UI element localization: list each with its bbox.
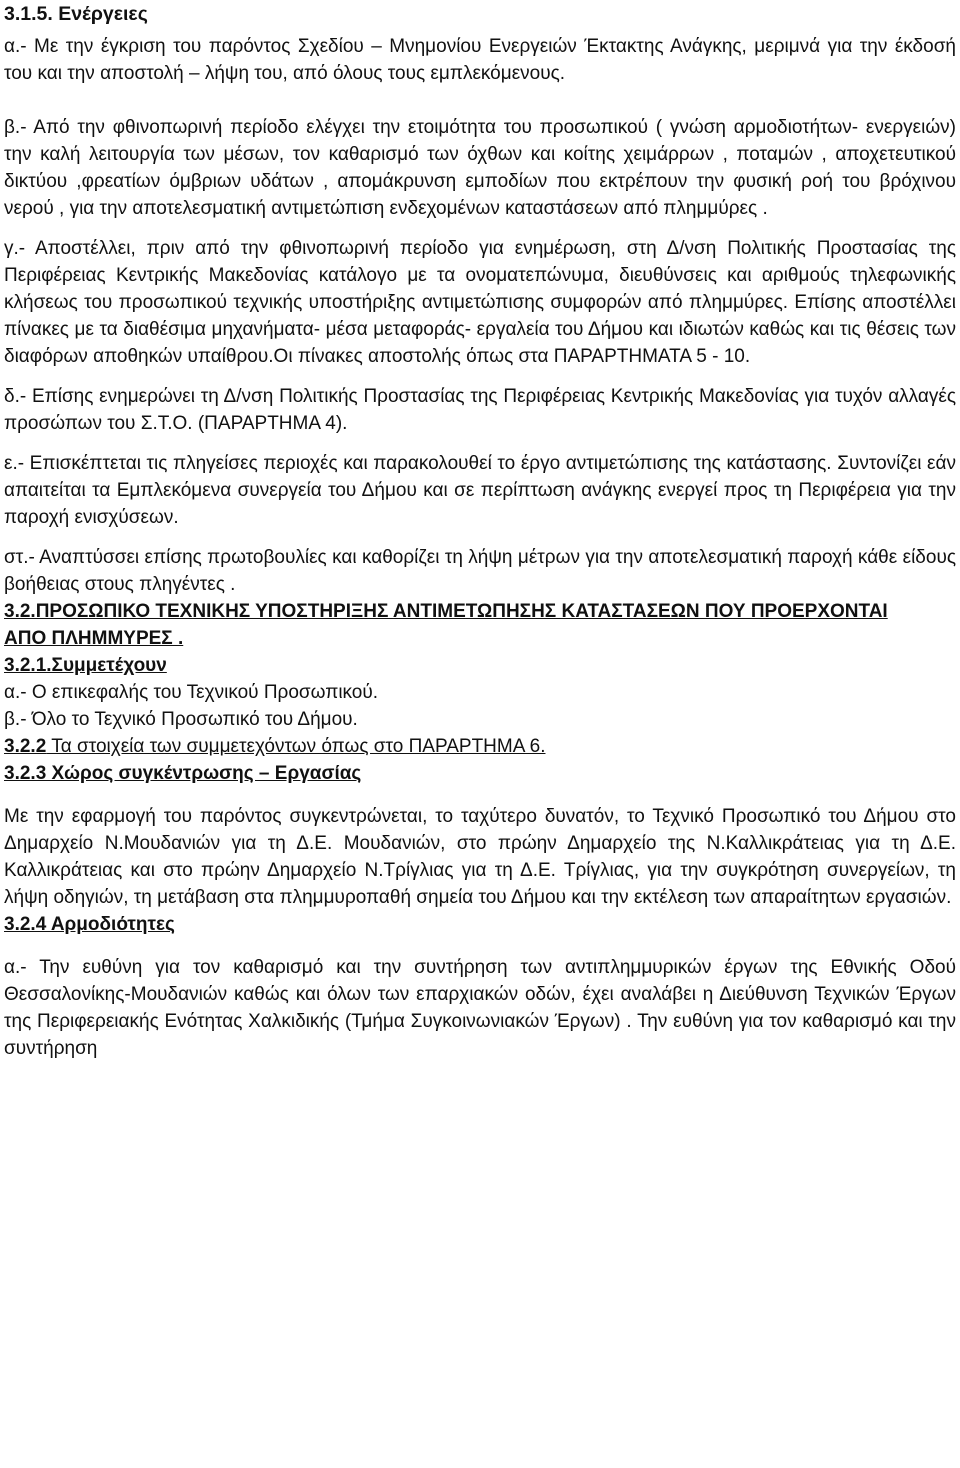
section-heading-3-1-5: 3.1.5. Ενέργειες [4,3,148,25]
paragraph-d: δ.- Επίσης ενημερώνει τη Δ/νση Πολιτικής Προστασίας της Περιφέρειας Κεντρικής Μακεδονίας για τυχόν αλλαγές προσώπων του Σ.Τ.Ο. (ΠΑΡΑΡΤΗΜΑ 4). [4,386,956,434]
section-title-3-2: 3.2.ΠΡΟΣΩΠΙΚΟ ΤΕΧΝΙΚΗΣ ΥΠΟΣΤΗΡΙΞΗΣ ΑΝΤΙΜΕΤΩΠΗΣΗΣ ΚΑΤΑΣΤΑΣΕΩΝ ΠΟΥ ΠΡΟΕΡΧΟΝΤΑΙ ΑΠΟ ΠΛΗΜΜΥΡΕΣ . [4,601,888,649]
section-text-3-2-4: α.- Την ευθύνη για τον καθαρισμό και την συντήρηση των αντιπλημμυρικών έργων της Εθνικής Οδού Θεσσαλονίκης-Μουδανιών καθώς και όλων των επαρχιακών οδών, έχει αναλάβει η Διεύθυνση Τεχνικών Έργων της Περιφερειακής Ενότητας Χαλκιδικής (Τμήμα Συγκοινωνιακών Έργων) . Την ευθύνη για τον καθαρισμό και την συντήρηση [4,957,956,1059]
paragraph-e: ε.- Επισκέπτεται τις πληγείσες περιοχές και παρακολουθεί το έργο αντιμετώπισης της κατάστασης. Συντονίζει εάν απαιτείται τα Εμπλεκόμενα συνεργεία του Δήμου και σε περίπτωση ανάγκης ενεργεί προς τη Περιφέρεια για την παροχή ενισχύσεων. [4,453,956,528]
document-page [4,0,956,1062]
section-number-3-2-2: 3.2.2 [4,736,47,757]
paragraph-b: β.- Από την φθινοπωρινή περίοδο ελέγχει την ετοιμότητα του προσωπικού ( γνώση αρμοδιοτήτων- ενεργειών) την καλή λειτουργία των μέσων, τον καθαρισμό των όχθων και κοίτης χειμάρρων , ποταμών , αποχετευτικού δικτύου ,φρεατίων όμβριων υδάτων , απομάκρυνση εμποδίων που εκτρέπουν την φυσική ροή του βρόχινου νερού , για την αποτελεσματική αντιμετώπιση ενδεχομένων καταστάσεων από πλημμύρες . [4,117,956,219]
paragraph-a: α.- Με την έγκριση του παρόντος Σχεδίου – Μνημονίου Ενεργειών Έκτακτης Ανάγκης, μεριμνά για την έκδοσή του και την αποστολή – λήψη του, από όλους τους εμπλεκόμενους. [4,36,956,84]
section-title-3-2-3: 3.2.3 Χώρος συγκέντρωσης – Εργασίας [4,763,362,784]
paragraph-c: γ.- Αποστέλλει, πριν από την φθινοπωρινή περίοδο για ενημέρωση, στη Δ/νση Πολιτικής Προστασίας της Περιφέρειας Κεντρικής Μακεδονίας κατάλογο με τα ονοματεπώνυμα, διευθύνσεις και αριθμούς τηλεφωνικής κλήσεως του προσωπικού τεχνικής υποστήριξης αντιμετώπισης συμφορών από πλημμύρες. Επίσης αποστέλλει πίνακες με τα διαθέσιμα μηχανήματα- μέσα μεταφοράς- εργαλεία του Δήμου και ιδιωτών καθώς και τις θέσεις των διαφόρων αποθηκών υπαίθρου.Οι πίνακες αποστολής όπως στα ΠΑΡΑΡΤΗΜΑΤΑ 5 - 10. [4,238,956,367]
section-text-3-2-2: Τα στοιχεία των συμμετεχόντων όπως στο ΠΑΡΑΡΤΗΜΑ 6. [46,736,546,757]
section-title-3-2-4: 3.2.4 Αρμοδιότητες [4,914,175,935]
paragraph-st: στ.- Αναπτύσσει επίσης πρωτοβουλίες και καθορίζει τη λήψη μέτρων για την αποτελεσματική παροχή κάθε είδους βοήθειας στους πληγέντες . [4,547,956,595]
section-title-3-2-1: 3.2.1.Συμμετέχουν [4,655,167,676]
section-text-3-2-3: Με την εφαρμογή του παρόντος συγκεντρώνεται, το ταχύτερο δυνατόν, το Τεχνικό Προσωπικό του Δήμου στο Δημαρχείο Ν.Μουδανιών για τη Δ.Ε. Μουδανιών, στο πρώην Δημαρχείο της Ν.Καλλικράτειας για τη Δ.Ε. Καλλικράτειας και στο πρώην Δημαρχείο Ν.Τρίγλιας για τη Δ.Ε. Τρίγλιας, για την συγκρότηση συνεργείων, τη λήψη οδηγιών, τη μετάβαση στα πλημμυροπαθή σημεία του Δήμου και την εκτέλεση των απαραίτητων εργασιών. [4,806,956,908]
list-item-b: β.- Όλο το Τεχνικό Προσωπικό του Δήμου. [4,709,358,730]
section-line-3-2-2 [4,733,956,760]
list-item-a: α.- Ο επικεφαλής του Τεχνικού Προσωπικού. [4,682,379,703]
